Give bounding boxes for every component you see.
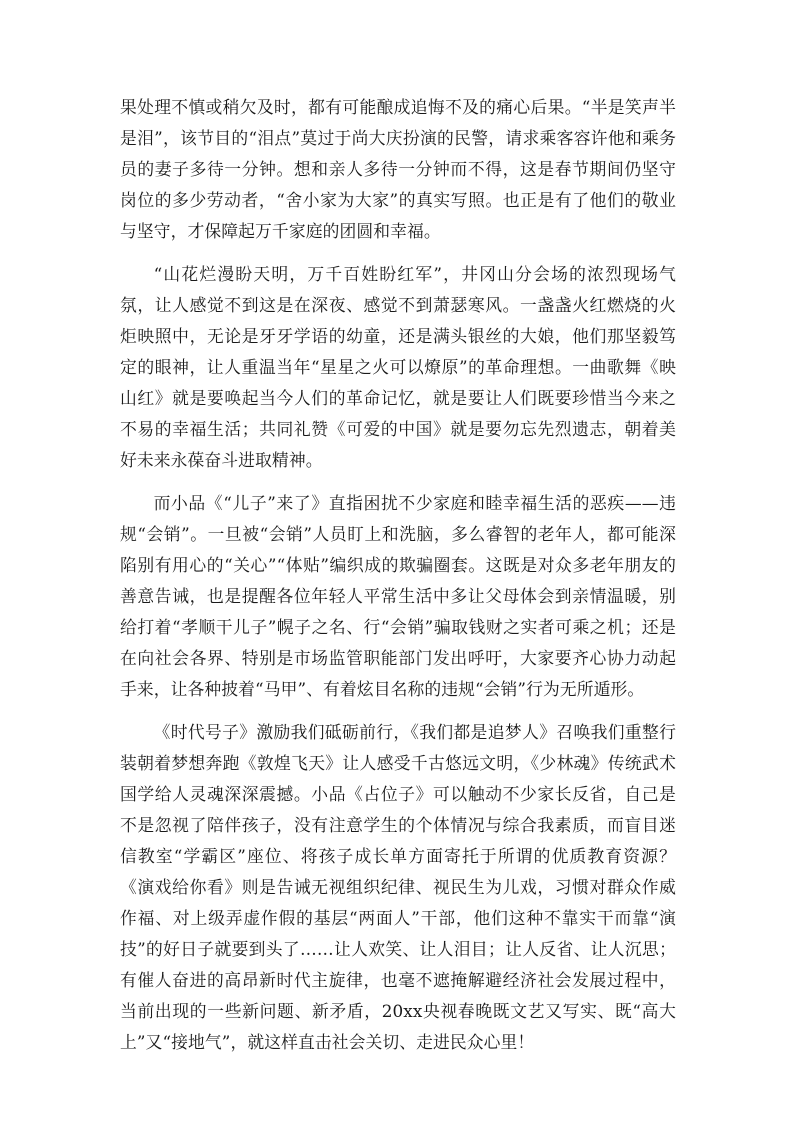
paragraph-1: 果处理不慎或稍欠及时，都有可能酿成追悔不及的痛心后果。“半是笑声半是泪”，该节目的“泪点”莫过于尚大庆扮演的民警，请求乘客容许他和乘务员的妻子多待一分钟。想和亲人多待一分钟而不得，这是春节期间仍坚守岗位的多少劳动者，“舍小家为大家”的真实写照。也正是有了他们的敬业与坚守，才保障起万千家庭的团圆和幸福。 — [120, 97, 676, 241]
paragraph-3: 而小品《“儿子”来了》直指困扰不少家庭和睦幸福生活的恶疾——违规“会销”。一旦被“会销”人员盯上和洗脑，多么睿智的老年人，都可能深陷别有用心的“关心”“体贴”编织成的欺骗圈套。这既是对众多老年朋友的善意告诫，也是提醒各位年轻人平常生活中多让父母体会到亲情温暖，别给打着“孝顺干儿子”幌子之名、行“会销”骗取钱财之实者可乘之机；还是在向社会各界、特别是市场监管职能部门发出呼吁，大家要齐心协力动起手来，让各种披着“马甲”、有着炫目名称的违规“会销”行为无所遁形。 — [120, 493, 676, 699]
document-body — [120, 92, 676, 1070]
paragraph-2: “山花烂漫盼天明，万千百姓盼红军”，井冈山分会场的浓烈现场气氛，让人感觉不到这是在深夜、感觉不到萧瑟寒风。一盏盏火红燃烧的火炬映照中，无论是牙牙学语的幼童，还是满头银丝的大娘，他们那坚毅笃定的眼神，让人重温当年“星星之火可以燎原”的革命理想。一曲歌舞《映山红》就是要唤起当今人们的革命记忆，就是要让人们既要珍惜当今来之不易的幸福生活；共同礼赞《可爱的中国》就是要勿忘先烈遗志，朝着美好未来永葆奋斗进取精神。 — [120, 264, 676, 470]
paragraph-4: 《时代号子》激励我们砥砺前行，《我们都是追梦人》召唤我们重整行装朝着梦想奔跑《敦煌飞天》让人感受千古悠远文明，《少林魂》传统武术国学给人灵魂深深震撼。小品《占位子》可以触动不少家长反省，自己是不是忽视了陪伴孩子，没有注意学生的个体情况与综合我素质，而盲目迷信教室“学霸区”座位、将孩子成长单方面寄托于所谓的优质教育资源？《演戏给你看》则是告诫无视组织纪律、视民生为儿戏，习惯对群众作威作福、对上级弄虚作假的基层“两面人”干部，他们这种不靠实干而靠“演技”的好日子就要到头了……让人欢笑、让人泪目；让人反省、让人沉思；有催人奋进的高昂新时代主旋律，也毫不遮掩解避经济社会发展过程中，当前出现的一些新问题、新矛盾，20xx央视春晚既文艺又写实、既“高大上”又“接地气”，就这样直击社会关切、走进民众心里！ — [120, 722, 676, 1052]
